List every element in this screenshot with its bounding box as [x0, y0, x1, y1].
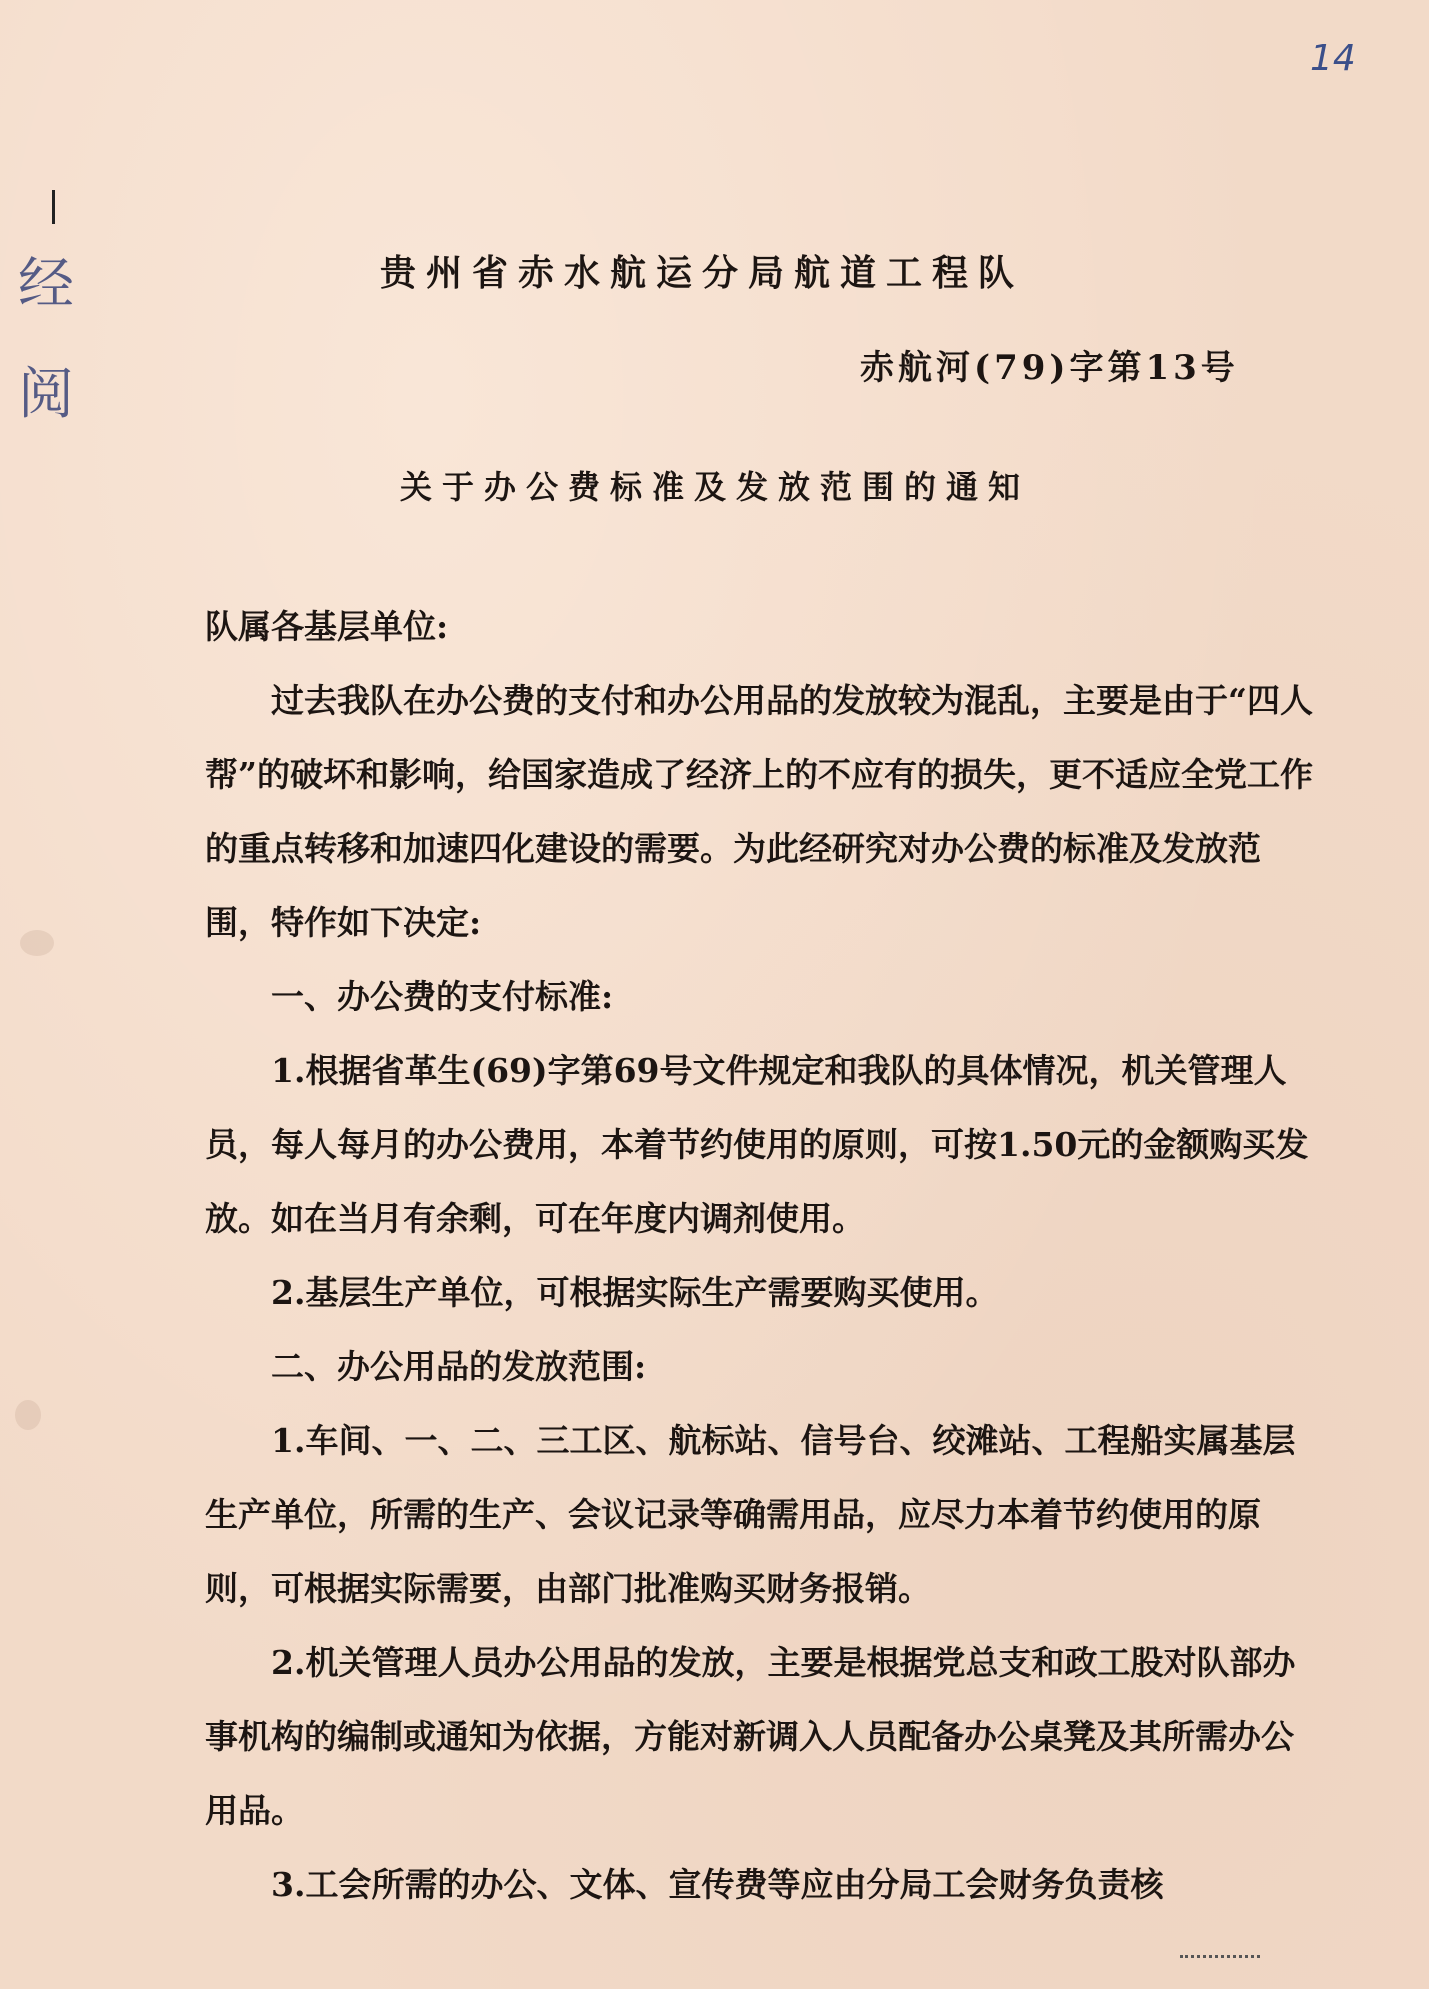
paper-stain: [20, 930, 54, 956]
paper-stain: [15, 1400, 41, 1430]
dotted-mark: [1180, 1955, 1260, 1962]
section1-heading: 一、办公费的支付标准:: [271, 977, 614, 1016]
salutation: 队属各基层单位:: [205, 607, 449, 646]
section2-item1: 1.车间、一、二、三工区、航标站、信号台、绞滩站、工程船实属基层生产单位，所需的生产、会议记录等确需用品，应尽力本着节约使用的原则，可根据实际需要，由部门批准购买财务报销。: [205, 1421, 1296, 1608]
handwritten-margin-note: 经 阅: [18, 252, 74, 427]
document-number: 赤航河(79)字第13号: [860, 348, 1239, 388]
margin-tick-mark: [52, 190, 55, 224]
section2-item3: 3.工会所需的办公、文体、宣传费等应由分局工会财务负责核: [271, 1865, 1164, 1904]
section1-item1: 1.根据省革生(69)字第69号文件规定和我队的具体情况，机关管理人员，每人每月的办公费用，本着节约使用的原则，可按1.50元的金额购买发放。如在当月有余剩，可在年度内调剂使用。: [205, 1051, 1309, 1238]
document-title: 关于办公费标准及发放范围的通知: [400, 468, 1031, 506]
document-body: [205, 590, 1315, 1922]
intro-paragraph: 过去我队在办公费的支付和办公用品的发放较为混乱，主要是由于“四人帮”的破坏和影响，给国家造成了经济上的不应有的损失，更不适应全党工作的重点转移和加速四化建设的需要。为此经研究对办公费的标准及发放范围，特作如下决定:: [205, 681, 1313, 942]
section2-item2: 2.机关管理人员办公用品的发放，主要是根据党总支和政工股对队部办事机构的编制或通知为依据，方能对新调入人员配备办公桌凳及其所需办公用品。: [205, 1643, 1296, 1830]
section1-item2: 2.基层生产单位，可根据实际生产需要购买使用。: [271, 1273, 999, 1312]
issuing-organization: 贵州省赤水航运分局航道工程队: [380, 252, 1025, 294]
section2-heading: 二、办公用品的发放范围:: [271, 1347, 647, 1386]
page-number: 14: [1310, 38, 1356, 79]
